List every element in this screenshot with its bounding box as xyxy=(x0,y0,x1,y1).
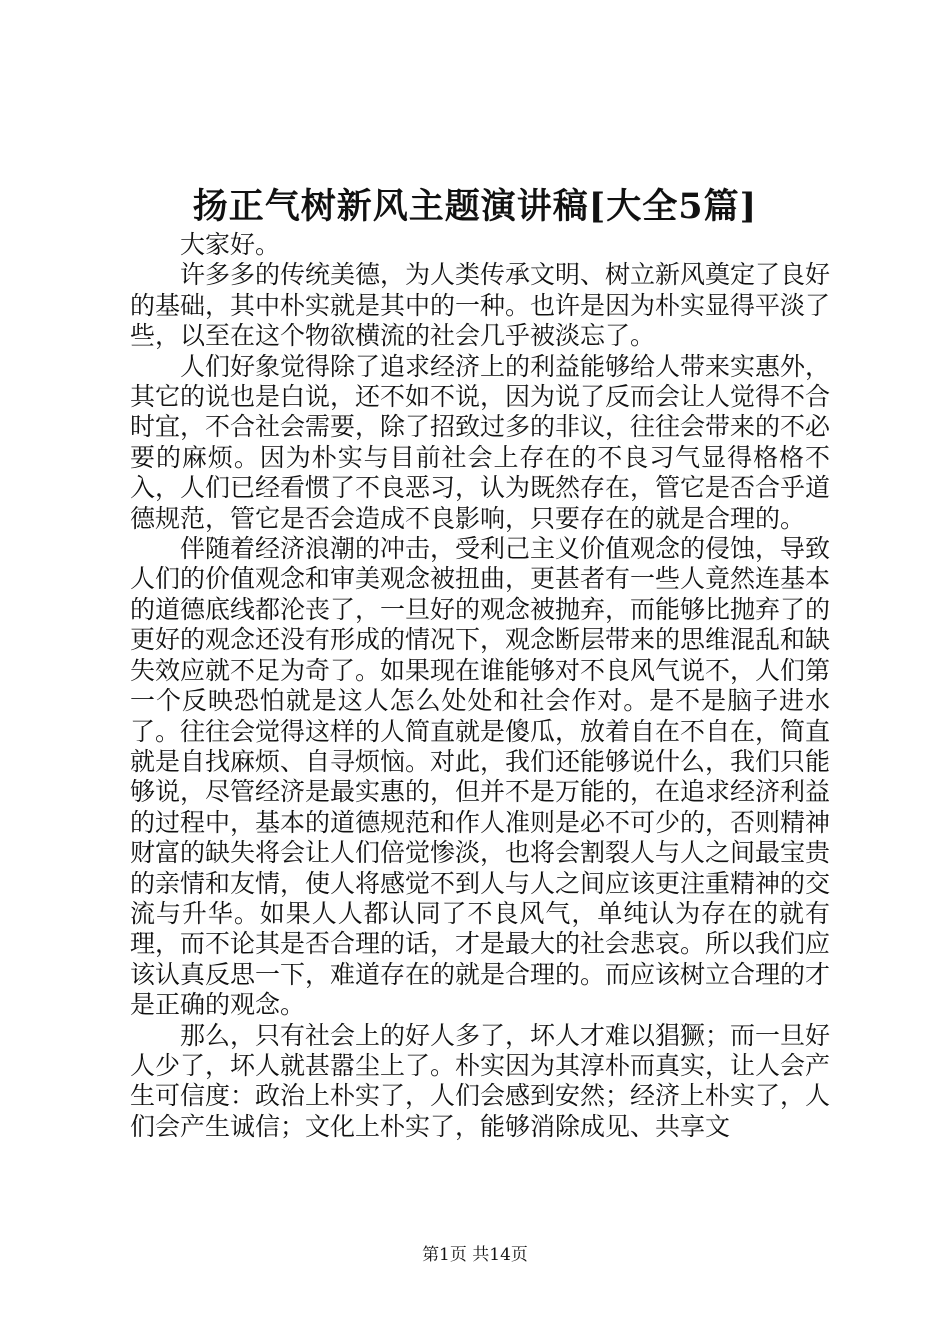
document-body xyxy=(130,230,830,1142)
page-number-footer: 第1页 共14页 xyxy=(422,1245,528,1265)
paragraph: 人们好象觉得除了追求经济上的利益能够给人带来实惠外，其它的说也是白说，还不如不说，因为说了反而会让人觉得不合时宜，不合社会需要，除了招致过多的非议，往往会带来的不必要的麻烦。因为朴实与目前社会上存在的不良习气显得格格不入，人们已经看惯了不良恶习，认为既然存在，管它是否合乎道德规范，管它是否会造成不良影响，只要存在的就是合理的。 xyxy=(130,351,831,533)
paragraph-greeting: 大家好。 xyxy=(180,230,281,259)
paragraph: 那么，只有社会上的好人多了，坏人才难以猖獗；而一旦好人少了，坏人就甚嚣尘上了。朴实因为其淳朴而真实，让人会产生可信度：政治上朴实了，人们会感到安然；经济上朴实了，人们会产生诚信；文化上朴实了，能够消除成见、共享文 xyxy=(130,1020,831,1141)
paragraph: 许多多的传统美德，为人类传承文明、树立新风奠定了良好的基础，其中朴实就是其中的一种。也许是因为朴实显得平淡了些，以至在这个物欲横流的社会几乎被淡忘了。 xyxy=(130,260,831,351)
document-title: 扬正气树新风主题演讲稿[大全5篇] xyxy=(192,186,758,227)
paragraph: 伴随着经济浪潮的冲击，受利己主义价值观念的侵蚀，导致人们的价值观念和审美观念被扭曲，更甚者有一些人竟然连基本的道德底线都沦丧了，一旦好的观念被抛弃，而能够比抛弃了的更好的观念还没有形成的情况下，观念断层带来的思维混乱和缺失效应就不足为奇了。如果现在谁能够对不良风气说不，人们第一个反映恐怕就是这人怎么处处和社会作对。是不是脑子进水了。往往会觉得这样的人简直就是傻瓜，放着自在不自在，简直就是自找麻烦、自寻烦恼。对此，我们还能够说什么，我们只能够说，尽管经济是最实惠的，但并不是万能的，在追求经济利益的过程中，基本的道德规范和作人准则是必不可少的，否则精神财富的缺失将会让人们倍觉惨淡，也将会割裂人与人之间最宝贵的亲情和友情，使人将感觉不到人与人之间应该更注重精神的交流与升华。如果人人都认同了不良风气，单纯认为存在的就有理，而不论其是否合理的话，才是最大的社会悲哀。所以我们应该认真反思一下，难道存在的就是合理的。而应该树立合理的才是正确的观念。 xyxy=(130,534,831,1020)
